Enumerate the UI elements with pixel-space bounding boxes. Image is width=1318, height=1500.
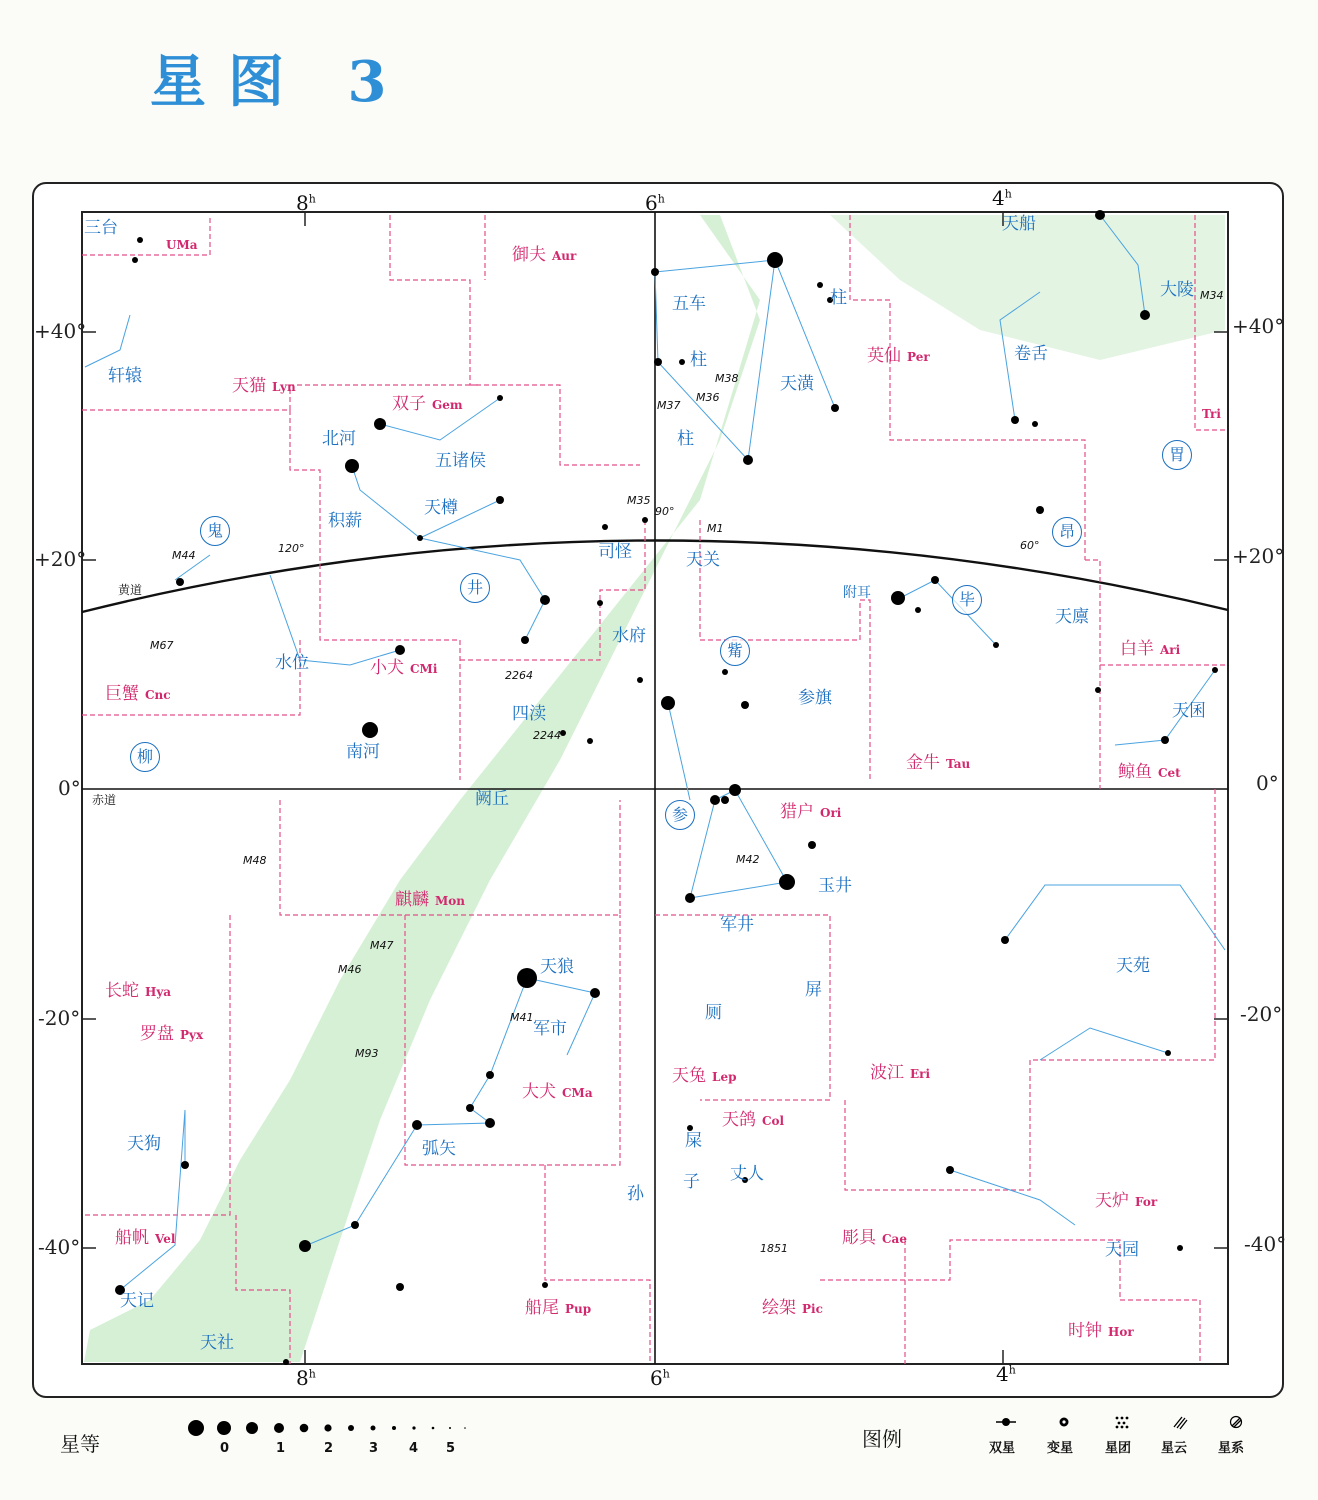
legend-variable-star-label: 变星 (1047, 1441, 1074, 1456)
deep-sky-label: M48 (243, 854, 267, 867)
magnitude-label: 3 (369, 1441, 379, 1456)
dec-label-left-minus20: -20° (38, 1006, 81, 1030)
asterism-label: 天狼 (540, 957, 574, 977)
asterism-label: 天狗 (127, 1134, 161, 1154)
asterism-label: 五诸侯 (435, 451, 486, 471)
constellation-label: 英仙 Per (867, 346, 930, 366)
deep-sky-label: M42 (736, 853, 760, 866)
deep-sky-label: M34 (1200, 289, 1224, 302)
constellation-label: 天炉 For (1095, 1191, 1158, 1211)
constellation-label: 麒麟 Mon (395, 890, 466, 910)
ecliptic-tick-120: 120° (278, 542, 305, 555)
legend-galaxy-label: 星系 (1218, 1441, 1245, 1456)
constellation-label: 白羊 Ari (1120, 639, 1181, 659)
hour-label-top-8: 8$^h$ (296, 191, 316, 215)
asterism-label: 子 (683, 1172, 700, 1192)
dec-label-left-20: +20° (34, 547, 87, 571)
asterism-label: 屏 (805, 980, 822, 1000)
deep-sky-label: 2264 (505, 669, 533, 682)
magnitude-label: 4 (409, 1441, 419, 1456)
asterism-label: 水位 (275, 653, 309, 673)
constellation-label: 时钟 Hor (1068, 1321, 1134, 1341)
lunar-mansion-badge: 井 (460, 573, 490, 603)
constellation-label: 天兔 Lep (672, 1066, 737, 1086)
asterism-label: 大陵 (1160, 280, 1194, 300)
lunar-mansion-badge: 毕 (952, 585, 982, 615)
asterism-label: 玉井 (818, 876, 852, 896)
constellation-label: 鲸鱼 Cet (1118, 762, 1181, 782)
asterism-label: 天潢 (780, 374, 814, 394)
constellation-label: 金牛 Tau (906, 753, 971, 773)
deep-sky-label: M46 (338, 963, 362, 976)
lunar-mansion-badge: 鬼 (200, 516, 230, 546)
dec-label-right-minus20: -20° (1240, 1002, 1283, 1026)
lunar-mansion-badge: 柳 (130, 742, 160, 772)
asterism-label: 附耳 (843, 585, 871, 601)
equator-label: 赤道 (92, 793, 117, 807)
hour-label-bottom-4: 4$^h$ (996, 1362, 1016, 1386)
asterism-label: 柱 (677, 429, 694, 449)
ecliptic-tick-90: 90° (655, 505, 675, 518)
asterism-label: 天船 (1002, 214, 1036, 234)
magnitude-label: 0 (220, 1441, 230, 1456)
asterism-label: 轩辕 (108, 366, 142, 386)
asterism-label: 弧矢 (422, 1139, 456, 1159)
constellation-label: 御夫 Aur (512, 245, 577, 265)
asterism-label: 参旗 (798, 688, 832, 708)
legend-nebula-label: 星云 (1161, 1441, 1188, 1456)
asterism-label: 天记 (120, 1291, 154, 1311)
asterism-label: 厕 (705, 1003, 722, 1023)
constellation-label: 长蛇 Hya (105, 981, 172, 1001)
dec-label-left-minus40: -40° (38, 1235, 81, 1259)
asterism-label: 五车 (672, 294, 706, 314)
constellation-label: 大犬 CMa (522, 1082, 593, 1102)
constellation-label: 罗盘 Pyx (140, 1024, 204, 1044)
asterism-label: 天园 (1105, 1240, 1139, 1260)
asterism-label: 军市 (533, 1019, 567, 1039)
asterism-label: 天社 (200, 1333, 234, 1353)
symbol-legend-title: 图例 (862, 1427, 902, 1451)
deep-sky-label: M41 (510, 1011, 534, 1024)
asterism-label: 丈人 (730, 1164, 764, 1184)
dec-label-left-40: +40° (34, 319, 87, 343)
deep-sky-label: M47 (370, 939, 394, 952)
constellation-label: Tri (1202, 407, 1221, 421)
constellation-label: 船尾 Pup (525, 1298, 592, 1318)
asterism-label: 天囷 (1172, 701, 1206, 721)
constellation-label: 小犬 CMi (370, 658, 438, 678)
hour-label-bottom-8: 8$^h$ (296, 1366, 316, 1390)
deep-sky-label: M67 (150, 639, 174, 652)
asterism-label: 卷舌 (1014, 344, 1048, 364)
constellation-label: UMa (166, 238, 198, 252)
constellation-label: 天鸽 Col (722, 1110, 785, 1130)
asterism-label: 天樽 (424, 498, 458, 518)
magnitude-label: 5 (446, 1441, 456, 1456)
constellation-label: 猎户 Ori (780, 802, 842, 822)
deep-sky-label: M38 (715, 372, 739, 385)
asterism-label: 柱 (830, 288, 847, 308)
hour-label-bottom-6: 6$^h$ (650, 1366, 670, 1390)
deep-sky-label: M36 (696, 391, 720, 404)
constellation-label: 彫具 Cae (842, 1228, 907, 1248)
deep-sky-label: M93 (355, 1047, 379, 1060)
constellation-label: 绘架 Pic (762, 1298, 823, 1318)
constellation-label: 天猫 Lyn (232, 376, 296, 396)
deep-sky-label: 2244 (533, 729, 561, 742)
constellation-label: 波江 Eri (870, 1063, 931, 1083)
asterism-label: 阙丘 (475, 789, 509, 809)
constellation-label: 双子 Gem (392, 394, 463, 414)
deep-sky-label: M44 (172, 549, 196, 562)
deep-sky-label: M1 (707, 522, 724, 535)
magnitude-legend-title: 星等 (60, 1432, 100, 1456)
magnitude-label: 2 (324, 1441, 334, 1456)
constellation-label: 巨蟹 Cnc (105, 684, 171, 704)
ecliptic-label: 黄道 (118, 583, 143, 597)
page-title: 星图 3 (150, 49, 409, 115)
asterism-label: 孙 (627, 1184, 644, 1204)
dec-label-right-40: +40° (1232, 314, 1285, 338)
legend-star-cluster-label: 星团 (1105, 1441, 1132, 1456)
constellation-label: 船帆 Vel (115, 1228, 176, 1248)
asterism-label: 四渎 (512, 704, 546, 724)
lunar-mansion-badge: 昂 (1052, 517, 1082, 547)
magnitude-label: 1 (276, 1441, 286, 1456)
asterism-label: 屎 (685, 1131, 702, 1151)
dec-label-right-minus40: -40° (1244, 1232, 1287, 1256)
asterism-label: 军井 (720, 915, 754, 935)
asterism-label: 天关 (686, 550, 720, 570)
dec-label-left-0: 0° (58, 776, 81, 800)
deep-sky-label: M35 (627, 494, 651, 507)
dec-label-right-20: +20° (1232, 544, 1285, 568)
lunar-mansion-badge: 胃 (1162, 440, 1192, 470)
asterism-label: 司怪 (598, 542, 632, 562)
hour-label-top-4: 4$^h$ (992, 186, 1012, 210)
dec-label-right-0: 0° (1256, 771, 1279, 795)
deep-sky-label: M37 (657, 399, 681, 412)
asterism-label: 天廪 (1055, 607, 1089, 627)
asterism-label: 天苑 (1116, 956, 1150, 976)
asterism-label: 北河 (322, 429, 356, 449)
asterism-label: 南河 (346, 742, 380, 762)
ecliptic-tick-60: 60° (1020, 539, 1040, 552)
legend-double-star-label: 双星 (989, 1441, 1016, 1456)
lunar-mansion-badge: 觜 (720, 636, 750, 666)
asterism-label: 积薪 (328, 511, 362, 531)
asterism-label: 水府 (612, 626, 646, 646)
deep-sky-label: 1851 (760, 1242, 788, 1255)
asterism-label: 柱 (690, 350, 707, 370)
hour-label-top-6: 6$^h$ (645, 191, 665, 215)
lunar-mansion-badge: 参 (665, 800, 695, 830)
constellation-label: 三台 (84, 218, 118, 238)
